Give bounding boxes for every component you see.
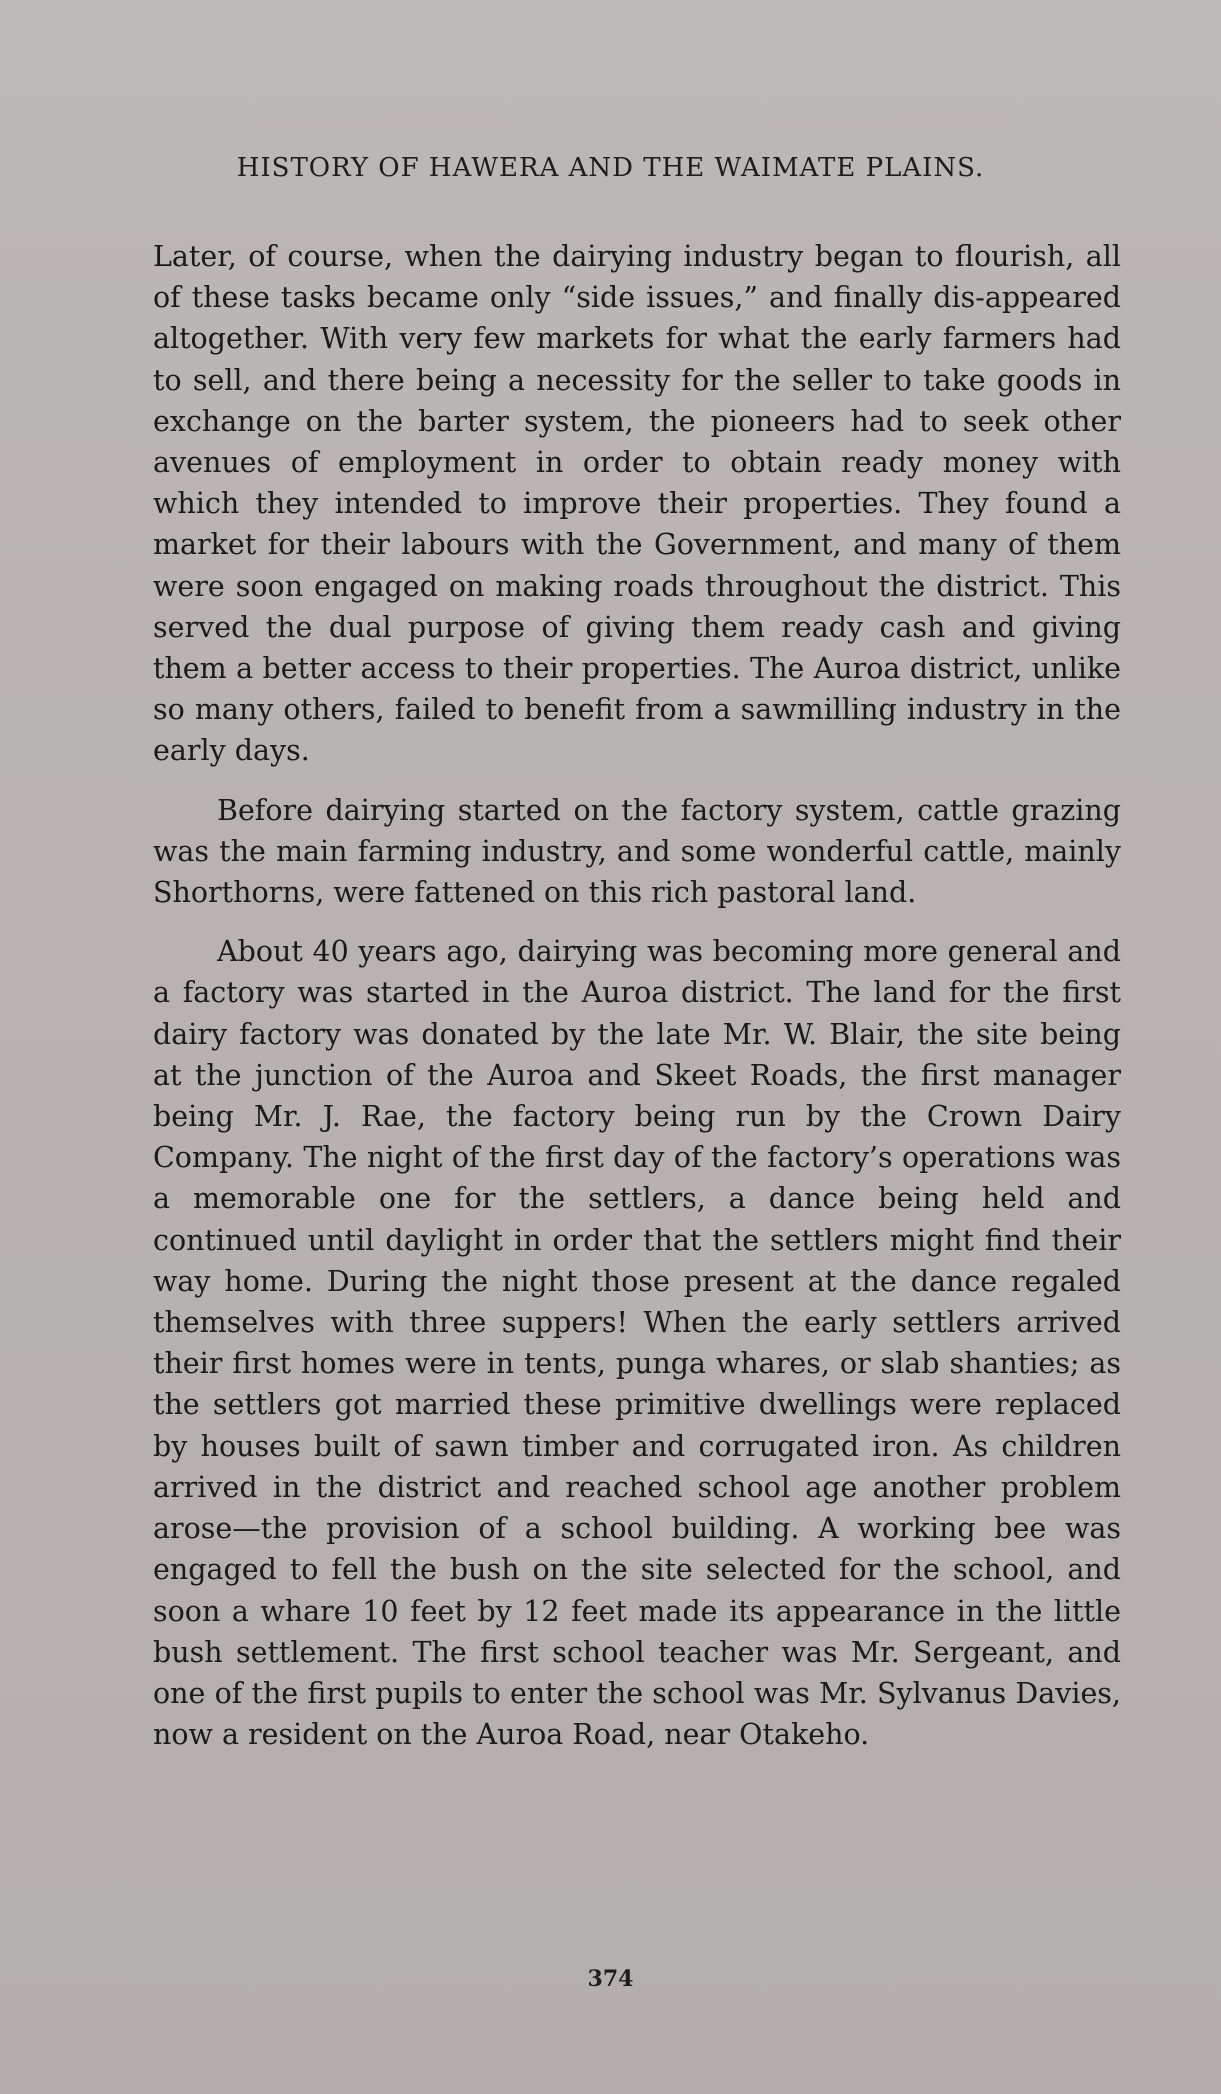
paragraph-2: Before dairying started on the factory system, cattle grazing was the main farming industry, and some wonderful cattle, mainly Shorthorns, were fattened on this rich pastoral land. bbox=[153, 793, 1121, 910]
paragraph-1: Later, of course, when the dairying industry began to flourish, all of these tasks became only “side issues,” and finally dis-appeared altogether. With very few markets for what the early farmers had to sell, and there being a necessity for the seller to take goods in exchange on the barter system, the pioneers had to seek other avenues of employment in order to obtain ready money with which they intended to improve their properties. They found a market for their labours with the Government, and many of them were soon engaged on making roads throughout the district. This served the dual purpose of giving them ready cash and giving them a better access to their properties. The Auroa district, unlike so many others, failed to benefit from a sawmilling industry in the early days. bbox=[153, 240, 1121, 768]
paragraph-3: About 40 years ago, dairying was becoming more general and a factory was started in the Auroa district. The land for the first dairy factory was donated by the late Mr. W. Blair, the site being at the junction of the Auroa and Skeet Roads, the first manager being Mr. J. Rae, the factory being run by the Crown Dairy Company. The night of the first day of the factory’s operations was a memorable one for the settlers, a dance being held and continued until daylight in order that the settlers might find their way home. During the night those present at the dance regaled themselves with three suppers! When the early settlers arrived their first homes were in tents, punga whares, or slab shanties; as the settlers got married these primitive dwellings were replaced by houses built of sawn timber and corrugated iron. As children arrived in the district and reached school age another problem arose—the provision of a school building. A working bee was engaged to fell the bush on the site selected for the school, and soon a whare 10 feet by 12 feet made its appearance in the little bush settlement. The first school teacher was Mr. Sergeant, and one of the first pupils to enter the school was Mr. Sylvanus Davies, now a resident on the Auroa Road, near Otakeho. bbox=[153, 935, 1121, 1752]
page-number: 374 bbox=[587, 1966, 634, 1992]
running-head: HISTORY OF HAWERA AND THE WAIMATE PLAINS. bbox=[236, 153, 985, 183]
body-text bbox=[153, 236, 1121, 1755]
